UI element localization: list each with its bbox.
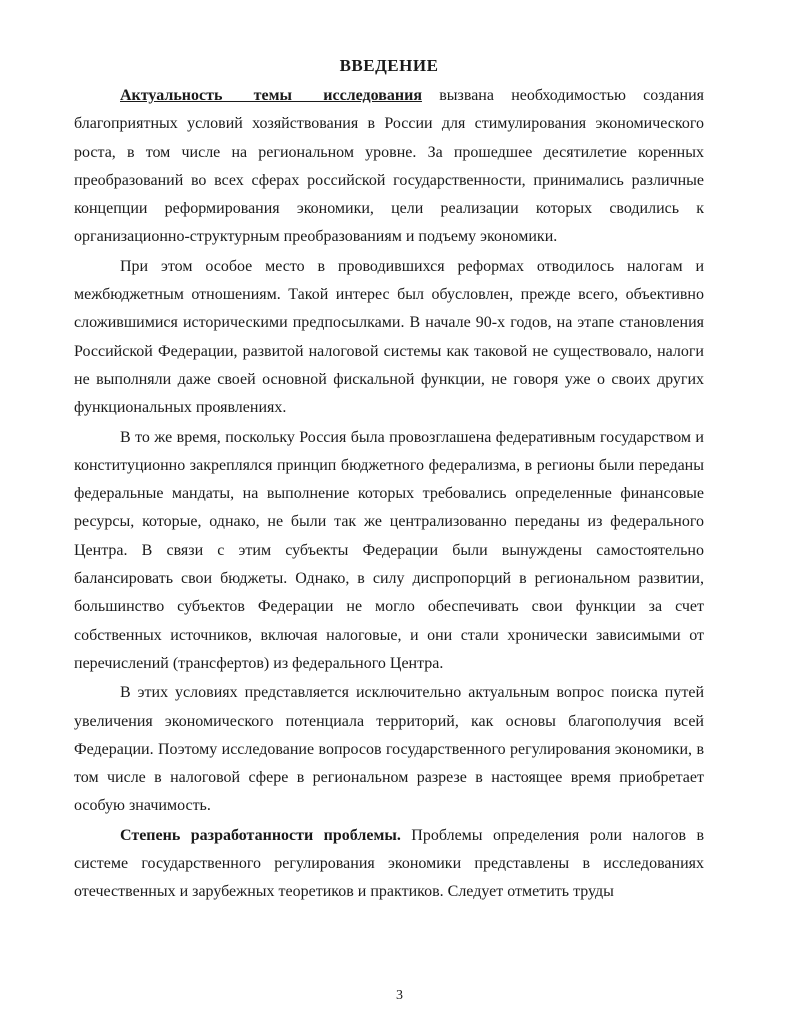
paragraph-relevance xyxy=(74,82,704,252)
paragraph-lead-development-degree: Степень разработанности проблемы. xyxy=(120,826,401,844)
paragraph-text-development-degree: Проблемы определения роли налогов в системе государственного регулирования экономики представлены в исследованиях отечественных и зарубежных теоретиков и практиков. Следует отметить труды xyxy=(74,826,705,901)
page-number: 3 xyxy=(396,988,403,1003)
paragraph-federalism xyxy=(74,424,704,679)
paragraph-text-taxes: При этом особое место в проводившихся реформах отводилось налогам и межбюджетным отношениям. Такой интерес был обусловлен, прежде всего, объективно сложившимися историческими предпосылками. В начале 90-х годов, на этапе становления Российской Федерации, развитой налоговой системы как таковой не существовало, налоги не выполняли даже своей основной фискальной функции, не говоря уже о своих других функциональных проявлениях. xyxy=(74,257,704,417)
paragraph-text-relevance: вызвана необходимостью создания благоприятных условий хозяйствования в России для стимулирования экономического роста, в том числе на региональном уровне. За прошедшее десятилетие коренных преобразований во всех сферах российской государственности, принимались различные концепции реформирования экономики, цели реализации которых сводились к организационно-структурным преобразованиям и подъему экономики. xyxy=(74,87,704,246)
paragraph-lead-relevance: Актуальность темы исследования xyxy=(120,87,422,104)
paragraph-text-federalism: В то же время, поскольку Россия была провозглашена федеративным государством и конституционно закреплялся принцип бюджетного федерализма, в регионы были переданы федеральные мандаты, на выполнение которых требовались определенные финансовые ресурсы, которые, однако, не были так же централизованно переданы из федерального Центра. В связи с этим субъекты Федерации были вынуждены самостоятельно балансировать свои бюджеты. Однако, в силу диспропорций в региональном развитии, большинство субъектов Федерации не могло обеспечивать свои функции за счет собственных источников, включая налоговые, и они стали хронически зависимыми от перечислений (трансфертов) из федерального Центра. xyxy=(74,428,704,672)
paragraph-taxes xyxy=(74,253,704,423)
paragraph-text-conditions: В этих условиях представляется исключительно актуальным вопрос поиска путей увеличения экономического потенциала территорий, как основы благополучия всей Федерации. Поэтому исследование вопросов государственного регулирования экономики, в том числе в налоговой сфере в региональном разрезе в настоящее время приобретает особую значимость. xyxy=(74,684,704,815)
document-page xyxy=(74,52,704,907)
document-title: ВВЕДЕНИЕ xyxy=(339,56,439,75)
paragraph-conditions xyxy=(74,679,704,820)
paragraph-development-degree xyxy=(74,822,704,907)
